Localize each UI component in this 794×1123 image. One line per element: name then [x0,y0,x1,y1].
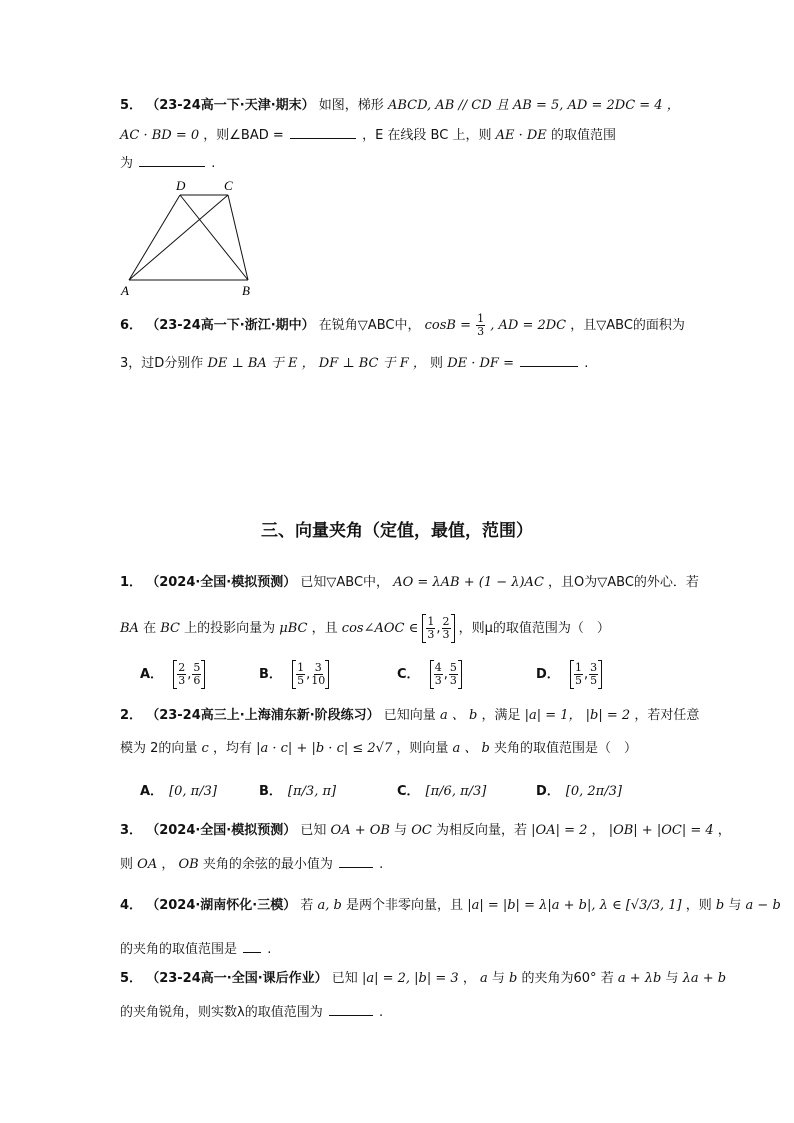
math-expression: AC · BD = 0 [120,128,200,143]
answer-blank[interactable] [290,126,356,139]
question-number: 2． [120,708,143,723]
question-text: 已知 [300,823,327,838]
s2-q3-line2 [120,855,383,874]
question-text: 在 [143,621,157,636]
period: . [379,857,384,872]
question-text: 的夹角的取值范围是 [120,942,238,957]
question-text: 为相反向量，若 [436,823,528,838]
label-c: C [224,178,233,193]
math-expression: DE · DF = [447,356,514,371]
s2-q4-line1 [120,897,781,915]
math-expression: |OB| + |OC| = 4 [608,823,714,838]
answer-blank[interactable] [339,855,373,868]
question-number: 6． [120,318,143,333]
question-number: 4． [120,898,143,913]
math-expression: ABCD, AB // CD 且 AB = 5, AD = 2DC = 4 ， [387,98,680,113]
answer-blank[interactable] [139,154,205,167]
question-text: 与 [665,971,679,986]
period: . [584,356,589,371]
math-expression: |OA| = 2 [531,823,588,838]
answer-blank[interactable] [520,354,578,367]
math-expression: AO = λAB + (1 − λ)AC [393,575,544,590]
math-expression: a, b [317,898,342,913]
label-d: D [176,178,186,193]
math-expression: , AD = 2DC [490,318,567,333]
option-c[interactable]: C． [π/6, π/3] [397,784,487,799]
math-expression: b [509,971,518,986]
question-text: ， [462,971,476,986]
math-expression: OB [178,857,199,872]
trapezoid-figure [118,178,258,300]
option-a[interactable]: A． [0, π/3] [140,784,217,799]
question-text: 的夹角为60° [521,971,597,986]
answer-blank[interactable] [329,1003,373,1016]
question-text: ，E 在线段 BC 上，则 [362,128,492,143]
math-expression: a 、 b [452,741,490,756]
interval: $\frac{1}{3}$ , $\frac{2}{3}$ [422,616,454,641]
s2-q4-line2 [120,940,271,959]
label-a: A [121,283,129,298]
option-b[interactable]: B． [π/3, π] [259,784,337,799]
math-expression: cosB = [424,318,471,333]
question-text: 已知▽ABC中， [300,575,390,590]
period: . [267,942,272,957]
question-text: 如图，梯形 [318,98,384,113]
question-text: 则 [120,857,134,872]
question-source: （23-24高一·全国·课后作业） [146,971,328,986]
math-expression: a 、 b [439,708,478,723]
question-source: （23-24高一下·浙江·期中） [146,318,315,333]
math-expression: μBC [279,621,308,636]
question-text: ，且O为▽ABC的外心．若 [548,575,699,590]
question-text: ， [717,823,731,838]
s2-q5-line1 [120,970,726,988]
math-expression: OA + OB [330,823,390,838]
math-expression: c [201,741,209,756]
question-source: （2024·全国·模拟预测） [146,575,297,590]
question-text: 已知 [331,971,358,986]
question-text: ，且 [311,621,338,636]
s2-q5-line2 [120,1003,383,1022]
question-text: 上的投影向量为 [184,621,276,636]
question-source: （2024·全国·模拟预测） [146,823,297,838]
math-expression: [√3/3, 1] [625,898,682,913]
math-expression: λa + b [682,971,727,986]
question-text: 的夹角锐角，则实数λ的取值范围为 [120,1005,323,1020]
math-expression: |a| = 2, |b| = 3 [361,971,459,986]
question-text: 在锐角▽ABC中， [318,318,421,333]
question-text: 为 [120,156,134,171]
question-text: 若 [600,971,614,986]
question-text: 则 [430,356,444,371]
math-expression: OA [137,857,158,872]
question-text: ，则 [685,898,712,913]
math-expression: b [715,898,725,913]
math-expression: |a| = 1， |b| = 2 [524,708,631,723]
period: . [378,1005,384,1020]
question-text: 夹角的取值范围是（ ） [494,741,638,756]
math-expression: a − b [745,898,781,913]
question-text: ， [161,857,175,872]
math-expression: a [479,971,488,986]
question-text: 3，过D分别作 [120,356,204,371]
answer-blank[interactable] [243,940,261,953]
question-number: 3． [120,823,143,838]
question-text: ，则∠BAD = [203,128,284,143]
math-expression: cos∠AOC ∈ [341,621,419,636]
q5-line1 [120,97,680,115]
math-expression: DE ⊥ BA 于 E ， DF ⊥ BC 于 F ， [207,356,426,371]
question-source: （2024·湖南怀化·三模） [146,898,297,913]
math-expression: AE · DE [495,128,547,143]
question-text: 是两个非零向量，且 [346,898,464,913]
math-expression: OC [411,823,432,838]
question-text: ，则μ的取值范围为（ ） [458,621,610,636]
question-text: ，且▽ABC的面积为 [570,318,685,333]
question-source: （23-24高一下·天津·期末） [146,98,315,113]
question-text: 夹角的余弦的最小值为 [202,857,333,872]
option-c[interactable]: C． $\frac{4}{3}$ , $\frac{5}{3}$ [397,662,462,687]
question-text: 与 [491,971,505,986]
diagonal-ac [129,195,228,280]
q5-line2 [120,126,616,145]
period: . [211,156,216,171]
math-expression: BA [120,621,139,636]
math-expression: BC [160,621,180,636]
question-text: ，均有 [212,741,252,756]
question-number: 1． [120,575,143,590]
question-text: 与 [728,898,742,913]
question-text: 的取值范围 [550,128,616,143]
q6-line1 [120,313,685,338]
math-expression: |a| = |b| = λ|a + b|, λ ∈ [467,898,622,913]
s2-q1-line2 [120,616,610,641]
fraction: $\frac{1}{3}$ [477,312,485,338]
question-text: 若 [300,898,314,913]
section-title: 三、向量夹角（定值，最值，范围） [261,521,533,541]
s2-q2-line2 [120,740,637,758]
question-text: ，则向量 [396,741,449,756]
question-text: ，满足 [481,708,521,723]
option-d[interactable]: D． $\frac{1}{5}$ , $\frac{3}{5}$ [536,662,602,687]
s2-q2-line1 [120,707,699,725]
option-b[interactable]: B． $\frac{1}{5}$ , $\frac{3}{10}$ [259,662,329,687]
s2-q1-line1 [120,574,699,592]
math-expression: a + λb [617,971,662,986]
question-text: 模为 2的向量 [120,741,198,756]
label-b: B [242,283,250,298]
math-expression: |a · c| + |b · c| ≤ 2√7 [256,741,393,756]
question-number: 5． [120,971,143,986]
option-d[interactable]: D． [0, 2π/3] [536,784,622,799]
question-text: ，若对任意 [634,708,700,723]
segment-ad [129,195,180,280]
s2-q3-line1 [120,822,731,840]
question-text: 已知向量 [383,708,436,723]
q5-line3 [120,154,215,173]
question-source: （23-24高三上·上海浦东新·阶段练习） [146,708,380,723]
question-number: 5． [120,98,143,113]
question-text: ， [591,823,605,838]
option-a[interactable]: A． $\frac{2}{3}$ , $\frac{5}{6}$ [140,662,205,687]
q6-line2 [120,354,588,373]
question-text: 与 [394,823,408,838]
